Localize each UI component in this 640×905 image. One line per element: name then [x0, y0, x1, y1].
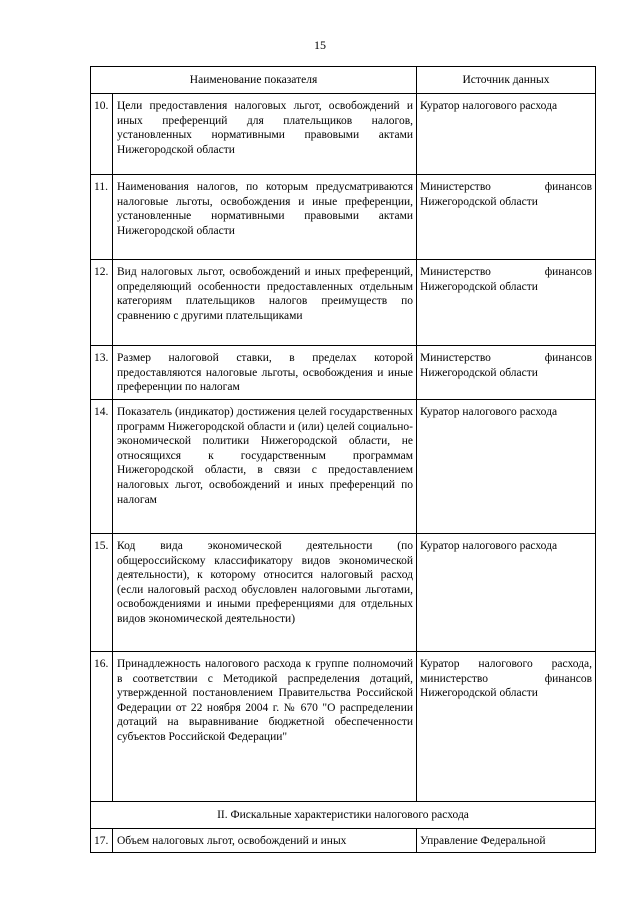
row-number: 11. [91, 175, 113, 260]
data-source: Куратор налогового расхода, министерство финансов Нижегородской области [417, 652, 596, 802]
indicator-name: Вид налоговых льгот, освобождений и иных преференций, определяющий особенности предоставленных отдельным категориям плательщиков налогов преимуществ по сравнению с другими плательщиками [113, 260, 417, 346]
indicator-name: Размер налоговой ставки, в пределах которой предоставляются налоговые льготы, освобождения и иные преференции по налогам [113, 346, 417, 400]
header-source-column: Источник данных [417, 67, 596, 94]
indicator-name: Наименования налогов, по которым предусматриваются налоговые льготы, освобождения и иные преференции, установленные нормативными правовыми актами Нижегородской области [113, 175, 417, 260]
row-number: 13. [91, 346, 113, 400]
page-number: 15 [314, 38, 326, 52]
row-number: 12. [91, 260, 113, 346]
data-source: Министерство финансов Нижегородской области [417, 175, 596, 260]
data-source: Куратор налогового расхода [417, 400, 596, 534]
indicator-name: Принадлежность налогового расхода к группе полномочий в соответствии с Методикой распределения дотаций, утвержденной постановлением Правительства Российской Федерации от 22 ноября 2004 г. № 670 "О распределении дотаций на выравнивание бюджетной обеспеченности субъектов Российской Федерации" [113, 652, 417, 802]
data-source: Управление Федеральной [417, 829, 596, 853]
row-number: 14. [91, 400, 113, 534]
indicator-name: Объем налоговых льгот, освобождений и иных [113, 829, 417, 853]
table-header-row [91, 67, 596, 94]
table-row [91, 175, 596, 260]
table-row [91, 534, 596, 652]
table-row [91, 260, 596, 346]
table-row [91, 652, 596, 802]
data-source: Министерство финансов Нижегородской области [417, 260, 596, 346]
section-row [91, 802, 596, 829]
header-name-column: Наименование показателя [91, 67, 417, 94]
indicator-name: Код вида экономической деятельности (по общероссийскому классификатору видов экономической деятельности), к которому относится налоговый расход (если налоговый расход обусловлен налоговыми льготами, освобождениями и иными преференциями для отдельных видов экономической деятельности) [113, 534, 417, 652]
indicators-table [90, 66, 596, 853]
table-row [91, 346, 596, 400]
row-number: 16. [91, 652, 113, 802]
row-number: 15. [91, 534, 113, 652]
indicator-name: Цели предоставления налоговых льгот, освобождений и иных преференций для плательщиков налогов, установленных нормативными правовыми актами Нижегородской области [113, 94, 417, 175]
section-title: II. Фискальные характеристики налогового расхода [91, 802, 596, 829]
data-source: Куратор налогового расхода [417, 534, 596, 652]
indicator-name: Показатель (индикатор) достижения целей государственных программ Нижегородской области и (или) целей социально-экономической политики Нижегородской области, не относящихся к государственным программам Нижегородской области, в связи с предоставлением налоговых льгот, освобождений и иных преференций по налогам [113, 400, 417, 534]
row-number: 17. [91, 829, 113, 853]
table-row [91, 400, 596, 534]
data-source: Министерство финансов Нижегородской области [417, 346, 596, 400]
table-row [91, 94, 596, 175]
table-row [91, 829, 596, 853]
row-number: 10. [91, 94, 113, 175]
data-source: Куратор налогового расхода [417, 94, 596, 175]
